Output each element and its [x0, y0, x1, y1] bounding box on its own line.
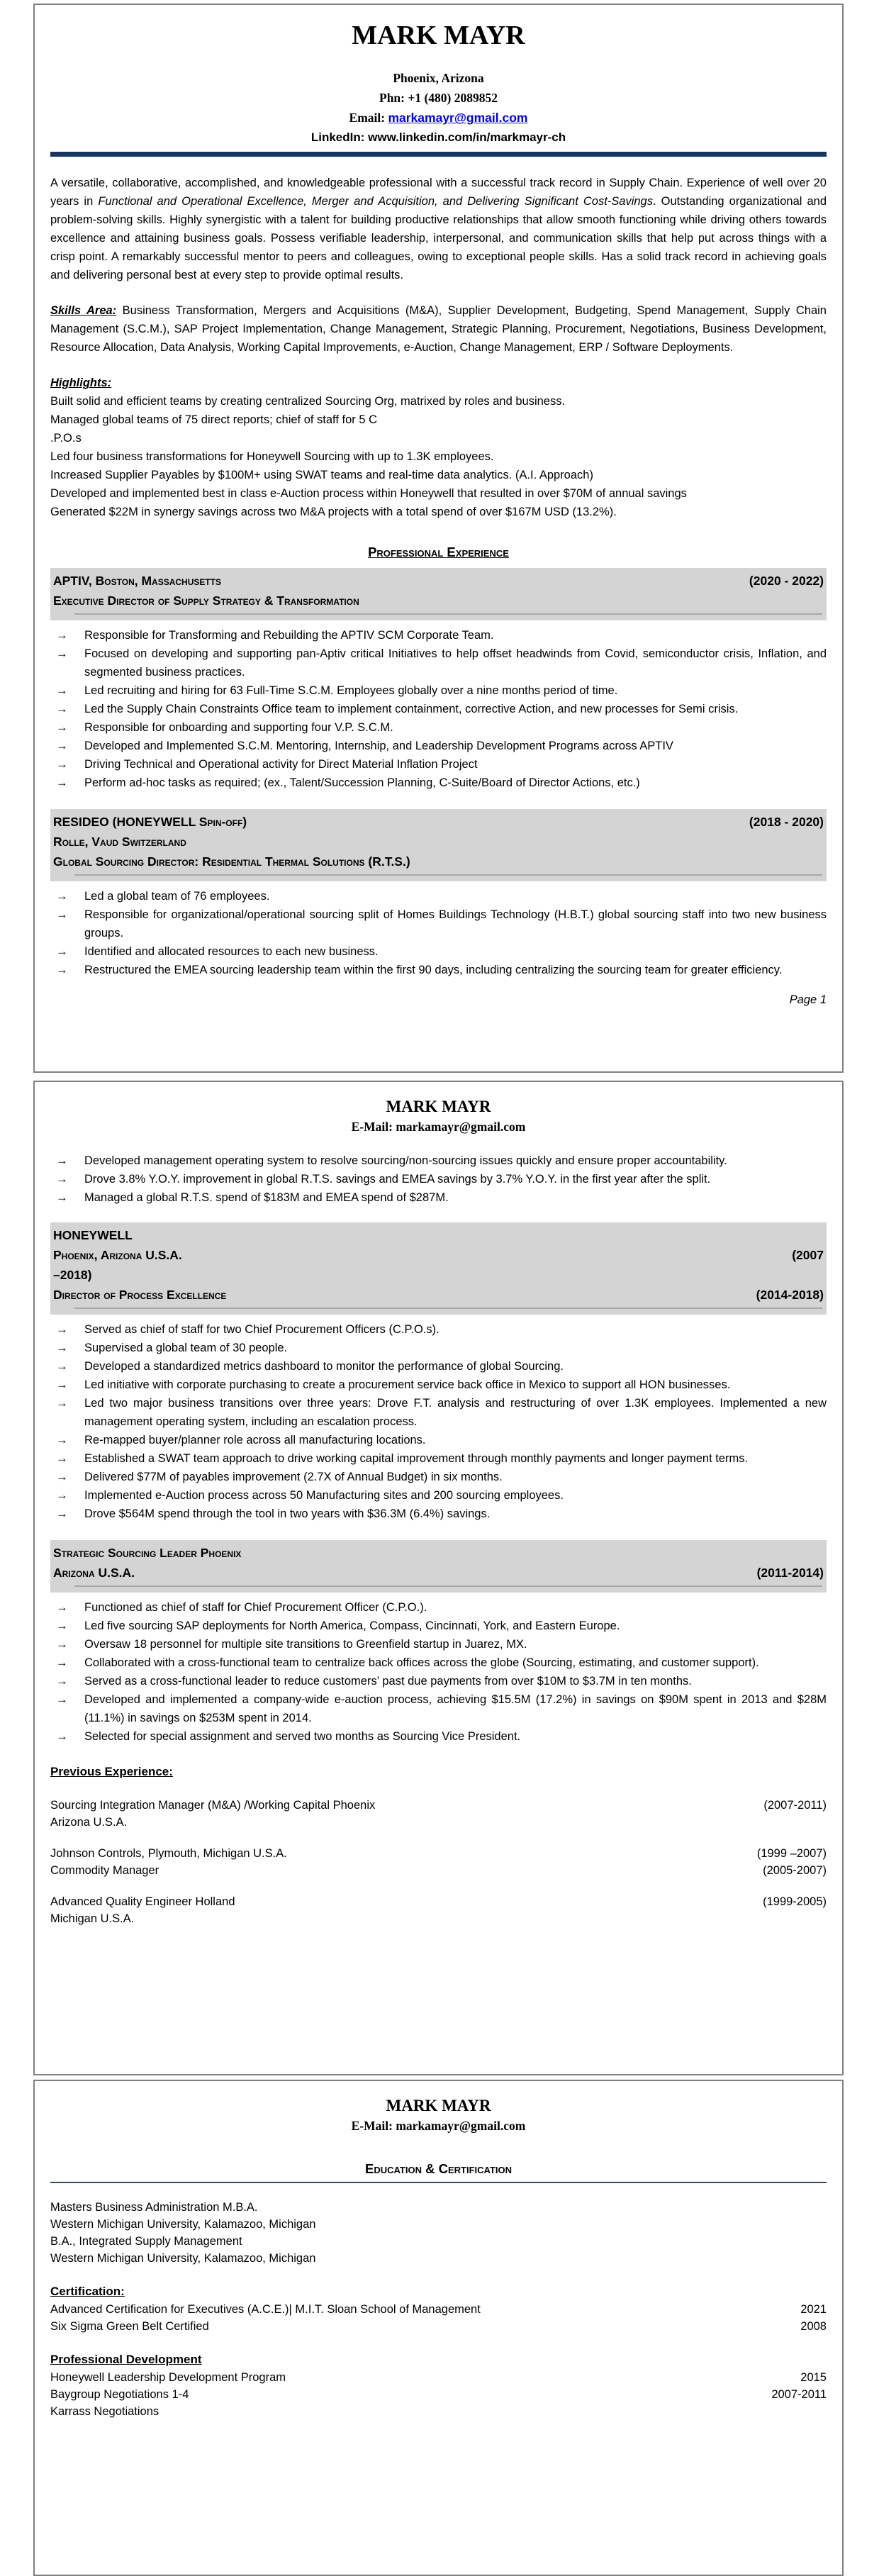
job-header-rows — [53, 1543, 824, 1583]
bullet-item — [50, 1654, 827, 1672]
spacer — [50, 1781, 827, 1797]
honeywell-bullet-list — [50, 1320, 827, 1523]
bullet-text: Responsible for organizational/operational sourcing split of Homes Buildings Technology (H.B.T.) global sourcing staff into two new business groups. — [84, 908, 827, 940]
arrow-bullet-icon: → — [56, 1323, 68, 1336]
left-right-row — [50, 1862, 827, 1879]
row-left-text: Arizona U.S.A. — [53, 1566, 135, 1580]
arrow-bullet-icon: → — [56, 1619, 68, 1632]
arrow-bullet-icon: → — [56, 1638, 68, 1651]
certification-list — [50, 2301, 827, 2335]
bullet-item — [50, 1170, 827, 1188]
left-right-row — [53, 812, 824, 832]
section-heading-experience: Professional Experience — [368, 545, 509, 560]
arrow-bullet-icon: → — [56, 1342, 68, 1354]
arrow-bullet-icon: → — [56, 908, 68, 922]
left-right-row — [50, 2386, 827, 2403]
arrow-bullet-icon: → — [56, 1675, 68, 1688]
highlights-list — [50, 392, 827, 521]
bullet-text: Led five sourcing SAP deployments for North America, Compass, Cincinnati, York, and Eastern Europe. — [84, 1619, 620, 1632]
job-header-rule — [74, 1585, 822, 1587]
row-left-text: Arizona U.S.A. — [50, 1816, 128, 1829]
job-header-resideo — [50, 809, 827, 881]
left-right-row — [50, 1814, 827, 1831]
arrow-bullet-icon: → — [56, 1507, 68, 1520]
page-title: MARK MAYR — [352, 21, 525, 50]
row-right-text: 2015 — [800, 2371, 827, 2384]
contact-email-line: E-Mail: markamayr@gmail.com — [351, 1120, 526, 1134]
previous-experience-entry — [50, 1845, 827, 1879]
contact-phone: Phn: +1 (480) 2089852 — [379, 91, 498, 106]
email-link[interactable]: markamayr@gmail.com — [388, 111, 528, 126]
bullet-text: Drove $564M spend through the tool in two years with $36.3M (6.4%) savings. — [84, 1507, 491, 1520]
arrow-bullet-icon: → — [56, 890, 68, 903]
bullet-text: Developed a standardized metrics dashboard to monitor the performance of global Sourcing. — [84, 1360, 564, 1373]
row-left-text: APTIV, Boston, Massachusetts — [53, 574, 222, 589]
bullet-text: Led initiative with corporate purchasing to create a procurement service back office in Mexico to support all HON businesses. — [84, 1378, 731, 1391]
resume-page-3 — [33, 2080, 844, 2576]
page-title: MARK MAYR — [386, 2097, 491, 2114]
text-line: Generated $22M in synergy savings across two M&A projects with a total spend of over $167M USD (13.2%). — [50, 506, 617, 519]
bullet-text: Perform ad-hoc tasks as required; (ex., Talent/Succession Planning, C-Suite/Board of Director Actions, etc.) — [84, 776, 640, 790]
job-header-rows — [53, 812, 824, 871]
skills-paragraph — [50, 301, 827, 357]
bullet-text: Responsible for Transforming and Rebuilding the APTIV SCM Corporate Team. — [84, 629, 494, 642]
row-left-text: Johnson Controls, Plymouth, Michigan U.S.A. — [50, 1847, 287, 1860]
spacer — [50, 357, 827, 374]
text-line: Western Michigan University, Kalamazoo, Michigan — [50, 2218, 316, 2231]
arrow-bullet-icon: → — [56, 1452, 68, 1465]
job-header-honeywell — [50, 1222, 827, 1315]
left-right-row — [50, 2403, 827, 2420]
row-left-text: Director of Process Excellence — [53, 1288, 227, 1302]
bullet-item — [50, 626, 827, 645]
summary-part2: . Outstanding organizational and problem-solving skills. Highly synergistic with a talent for building productive relationships that allow smooth functioning while driving others towards excellence and attaining business goals. Possess verifiable leadership, interpersonal, and communication skills that help put across things with a crisp point. A remarkably successful mentor to peers and colleagues, owing to exceptional people skills. Has a solid track record in achieving goals and delivering personal best at every step to provide optimal results. — [50, 195, 827, 282]
job-header-aptiv — [50, 568, 827, 620]
job-header-strategic-sourcing — [50, 1540, 827, 1593]
previous-experience-list — [50, 1797, 827, 1927]
job-header-rows — [53, 571, 824, 610]
bullet-item — [50, 700, 827, 718]
job-header-rule — [74, 1307, 822, 1309]
arrow-bullet-icon: → — [56, 1173, 68, 1186]
bullet-item — [50, 1431, 827, 1449]
arrow-bullet-icon: → — [56, 647, 68, 661]
text-line: Managed global teams of 75 direct reports; chief of staff for 5 C — [50, 413, 378, 427]
previous-experience-entry — [50, 1893, 827, 1927]
bullet-text: Served as chief of staff for two Chief Procurement Officers (C.P.O.s). — [84, 1323, 440, 1336]
arrow-bullet-icon: → — [56, 703, 68, 716]
text-line: Led four business transformations for Honeywell Sourcing with up to 1.3K employees. — [50, 450, 494, 464]
job-header-rule — [74, 613, 822, 615]
bullet-text: Responsible for onboarding and supporting four V.P. S.C.M. — [84, 721, 393, 735]
bullet-item — [50, 1690, 827, 1727]
row-left-text: Honeywell Leadership Development Program — [50, 2371, 286, 2384]
certification-label: Certification: — [50, 2285, 125, 2298]
bullet-text: Managed a global R.T.S. spend of $183M and EMEA spend of $287M. — [84, 1191, 449, 1204]
row-right-text: (2011-2014) — [756, 1566, 824, 1580]
bullet-item — [50, 961, 827, 979]
arrow-bullet-icon: → — [56, 1601, 68, 1614]
aptiv-bullet-list — [50, 626, 827, 792]
row-left-text: Executive Director of Supply Strategy & Transformation — [53, 593, 359, 608]
arrow-bullet-icon: → — [56, 1154, 68, 1167]
contact-location: Phoenix, Arizona — [393, 71, 484, 86]
previous-experience-entry — [50, 1797, 827, 1831]
previous-experience-label: Previous Experience: — [50, 1765, 173, 1778]
row-left-text: Phoenix, Arizona U.S.A. — [53, 1248, 182, 1262]
text-line: Built solid and efficient teams by creating centralized Sourcing Org, matrixed by roles and business. — [50, 395, 566, 408]
highlights-label: Highlights: — [50, 377, 112, 390]
summary-part1: A versatile, collaborative, accomplished, and knowledgeable professional with a successful track record in Supply Chain. Experience of well over 20 years in — [50, 177, 827, 208]
bullet-text: Focused on developing and supporting pan-Aptiv critical Initiatives to help offset headwinds from Covid, semiconductor crisis, Inflation, and segmented business practices. — [84, 647, 827, 679]
row-left-text: HONEYWELL — [53, 1228, 133, 1242]
bullet-item — [50, 718, 827, 737]
row-left-text: Advanced Certification for Executives (A.C.E.)| M.I.T. Sloan School of Management — [50, 2303, 481, 2316]
row-left-text: Sourcing Integration Manager (M&A) /Working Capital Phoenix — [50, 1799, 376, 1812]
text-line: B.A., Integrated Supply Management — [50, 2235, 242, 2248]
bullet-text: Led the Supply Chain Constraints Office team to implement containment, corrective Action, and new processes for Semi crisis. — [84, 703, 739, 716]
text-line: Developed and implemented best in class e-Auction process within Honeywell that resulted in over $70M of annual savings — [50, 487, 687, 501]
resume-page-2 — [33, 1081, 844, 2075]
bullet-text: Identified and allocated resources to each new business. — [84, 945, 379, 959]
bullet-item — [50, 1727, 827, 1746]
contact-linkedin: LinkedIn: www.linkedin.com/in/markmayr-ch — [310, 130, 566, 145]
bullet-text: Collaborated with a cross-functional team to centralize back offices across the globe (Sourcing, estimating, and customer support). — [84, 1656, 759, 1669]
left-right-row — [50, 2318, 827, 2335]
bullet-item — [50, 1598, 827, 1617]
left-right-row — [50, 2301, 827, 2318]
bullet-text: Delivered $77M of payables improvement (2.7X of Annual Budget) in six months. — [84, 1471, 503, 1483]
row-right-text: (2007-2011) — [763, 1799, 827, 1812]
left-right-row — [53, 852, 824, 871]
row-left-text: Global Sourcing Director: Residential Thermal Solutions (R.T.S.) — [53, 854, 410, 869]
text-line: .P.O.s — [50, 432, 82, 445]
arrow-bullet-icon: → — [56, 1191, 68, 1204]
contact-email-line: E-Mail: markamayr@gmail.com — [351, 2119, 526, 2133]
spacer — [50, 2183, 827, 2199]
arrow-bullet-icon: → — [56, 629, 68, 642]
bullet-item — [50, 1339, 827, 1357]
bullet-item — [50, 681, 827, 700]
text-line: Increased Supplier Payables by $100M+ using SWAT teams and real-time data analytics. (A.I. Approach) — [50, 469, 593, 482]
arrow-bullet-icon: → — [56, 721, 68, 735]
row-left-text: Rolle, Vaud Switzerland — [53, 835, 186, 849]
professional-development-label: Professional Development — [50, 2353, 202, 2366]
page-title: MARK MAYR — [386, 1098, 491, 1115]
arrow-bullet-icon: → — [56, 1397, 68, 1410]
bullet-text: Re-mapped buyer/planner role across all manufacturing locations. — [84, 1434, 426, 1446]
left-right-row — [50, 1910, 827, 1927]
row-right-text: (2005-2007) — [763, 1864, 827, 1877]
row-right-text: (2014-2018) — [756, 1288, 824, 1302]
bullet-item — [50, 1449, 827, 1468]
arrow-bullet-icon: → — [56, 1434, 68, 1446]
left-right-row — [53, 1265, 824, 1285]
row-left-text: Baygroup Negotiations 1-4 — [50, 2388, 189, 2401]
summary-italic: Functional and Operational Excellence, Merger and Acquisition, and Delivering Significant Cost-Savings — [98, 195, 653, 208]
resideo-bullet-list — [50, 887, 827, 979]
bullet-text: Implemented e-Auction process across 50 Manufacturing sites and 200 sourcing employees. — [84, 1489, 564, 1502]
row-right-text: (2007 — [792, 1248, 824, 1262]
bullet-item — [50, 1617, 827, 1635]
spacer — [50, 1746, 827, 1763]
job-header-rows — [53, 1225, 824, 1305]
bullet-text: Developed and Implemented S.C.M. Mentoring, Internship, and Leadership Development Programs across APTIV — [84, 740, 673, 753]
arrow-bullet-icon: → — [56, 964, 68, 977]
bullet-item — [50, 1320, 827, 1339]
arrow-bullet-icon: → — [56, 776, 68, 790]
row-right-text: 2021 — [800, 2303, 827, 2316]
row-right-text: (1999-2005) — [763, 1895, 827, 1908]
bullet-item — [50, 1152, 827, 1170]
arrow-bullet-icon: → — [56, 684, 68, 698]
bullet-item — [50, 1394, 827, 1431]
bullet-text: Led recruiting and hiring for 63 Full-Time S.C.M. Employees globally over a nine months period of time. — [84, 684, 618, 698]
spacer — [50, 521, 827, 542]
bullet-item — [50, 1357, 827, 1376]
page-number: Page 1 — [789, 993, 827, 1007]
arrow-bullet-icon: → — [56, 1730, 68, 1743]
bullet-item — [50, 887, 827, 905]
resideo-continued-bullet-list — [50, 1152, 827, 1207]
bullet-text: Led a global team of 76 employees. — [84, 890, 270, 903]
resume-page-1 — [33, 4, 844, 1073]
bullet-item — [50, 645, 827, 681]
bullet-item — [50, 1672, 827, 1690]
spacer — [50, 1523, 827, 1540]
left-right-row — [53, 591, 824, 610]
row-right-text: 2007-2011 — [771, 2388, 827, 2401]
bullet-text: Selected for special assignment and served two months as Sourcing Vice President. — [84, 1730, 521, 1743]
row-left-text: RESIDEO (HONEYWELL Spin-off) — [53, 815, 247, 830]
bullet-text: Served as a cross-functional leader to reduce customers’ past due payments from over $10M to $3.7M in ten months. — [84, 1675, 692, 1688]
bullet-item — [50, 1635, 827, 1654]
contact-email-line — [50, 108, 827, 128]
bullet-text: Functioned as chief of staff for Chief Procurement Officer (C.P.O.). — [84, 1601, 427, 1614]
spacer — [50, 1207, 827, 1222]
text-line: Western Michigan University, Kalamazoo, Michigan — [50, 2252, 316, 2265]
arrow-bullet-icon: → — [56, 758, 68, 771]
skills-label: Skills Area: — [50, 304, 117, 318]
email-label: Email: — [349, 111, 388, 126]
row-left-text: Six Sigma Green Belt Certified — [50, 2320, 209, 2333]
skills-text: Business Transformation, Mergers and Acquisitions (M&A), Supplier Development, Budgeting, Spend Management, Supply Chain Management (S.C.M.), SAP Project Implementation, Change Management, Strategic Planning, Procurement, Negotiations, Business Development, Resource Allocation, Data Analysis, Working Capital Improvements, e-Auction, Change Management, ERP / Software Deployments. — [50, 304, 827, 355]
bullet-item — [50, 1505, 827, 1523]
job-header-rule — [74, 874, 822, 876]
header-divider-rule — [50, 152, 827, 157]
left-right-row — [50, 2369, 827, 2386]
bullet-text: Supervised a global team of 30 people. — [84, 1342, 288, 1354]
row-left-text: Advanced Quality Engineer Holland — [50, 1895, 235, 1908]
spacer — [50, 2335, 827, 2351]
row-left-text: Michigan U.S.A. — [50, 1912, 135, 1925]
row-right-text: (1999 –2007) — [756, 1847, 827, 1860]
arrow-bullet-icon: → — [56, 1489, 68, 1502]
bullet-item — [50, 905, 827, 942]
bullet-text: Oversaw 18 personnel for multiple site transitions to Greenfield startup in Juarez, MX. — [84, 1638, 527, 1651]
bullet-item — [50, 737, 827, 755]
bullet-text: Restructured the EMEA sourcing leadership team within the first 90 days, including centralizing the sourcing team for greater efficiency. — [84, 964, 783, 977]
arrow-bullet-icon: → — [56, 945, 68, 959]
strategic-bullet-list — [50, 1598, 827, 1746]
row-right-text: (2018 - 2020) — [749, 815, 824, 830]
bullet-text: Developed and implemented a company-wide e-auction process, achieving $15.5M (17.2%) in savings on $90M spent in 2013 and $28M (11.1%) in savings on $253M spent in 2014. — [84, 1693, 827, 1724]
bullet-text: Driving Technical and Operational activity for Direct Material Inflation Project — [84, 758, 478, 771]
bullet-item — [50, 774, 827, 792]
spacer — [50, 792, 827, 809]
bullet-text: Led two major business transitions over three years: Drove F.T. analysis and restructuring of over 1.3K employees. Implemented a new management operating system, including an escalation process. — [84, 1397, 827, 1428]
arrow-bullet-icon: → — [56, 1656, 68, 1669]
bullet-item — [50, 1188, 827, 1207]
left-right-row — [50, 1797, 827, 1814]
bullet-item — [50, 1486, 827, 1505]
spacer — [50, 2267, 827, 2282]
bullet-text: Developed management operating system to resolve sourcing/non-sourcing issues quickly and ensure proper accountability. — [84, 1154, 727, 1167]
row-left-text: Strategic Sourcing Leader Phoenix — [53, 1546, 242, 1560]
left-right-row — [53, 571, 824, 591]
left-right-row — [53, 1225, 824, 1245]
left-right-row — [53, 1543, 824, 1563]
left-right-row — [53, 832, 824, 852]
arrow-bullet-icon: → — [56, 1471, 68, 1483]
bullet-item — [50, 755, 827, 774]
bullet-item — [50, 1468, 827, 1486]
arrow-bullet-icon: → — [56, 1693, 68, 1706]
text-line: Masters Business Administration M.B.A. — [50, 2201, 258, 2214]
education-list — [50, 2199, 827, 2267]
arrow-bullet-icon: → — [56, 740, 68, 753]
row-left-text: Karrass Negotiations — [50, 2405, 159, 2418]
left-right-row — [53, 1285, 824, 1305]
bullet-item — [50, 1376, 827, 1394]
left-right-row — [50, 1845, 827, 1862]
arrow-bullet-icon: → — [56, 1378, 68, 1391]
row-right-text: 2008 — [800, 2320, 827, 2333]
bullet-text: Established a SWAT team approach to drive working capital improvement through monthly payments and longer payment terms. — [84, 1452, 749, 1465]
left-right-row — [53, 1563, 824, 1583]
section-heading-education: Education & Certification — [364, 2161, 512, 2176]
bullet-item — [50, 942, 827, 961]
row-left-text: –2018) — [53, 1268, 92, 1282]
left-right-row — [53, 1245, 824, 1265]
professional-development-list — [50, 2369, 827, 2420]
left-right-row — [50, 1893, 827, 1910]
row-right-text: (2020 - 2022) — [749, 574, 824, 589]
row-left-text: Commodity Manager — [50, 1864, 159, 1877]
arrow-bullet-icon: → — [56, 1360, 68, 1373]
bullet-text: Drove 3.8% Y.O.Y. improvement in global R.T.S. savings and EMEA savings by 3.7% Y.O.Y. in the first year after the split. — [84, 1173, 711, 1186]
summary-paragraph — [50, 174, 827, 284]
